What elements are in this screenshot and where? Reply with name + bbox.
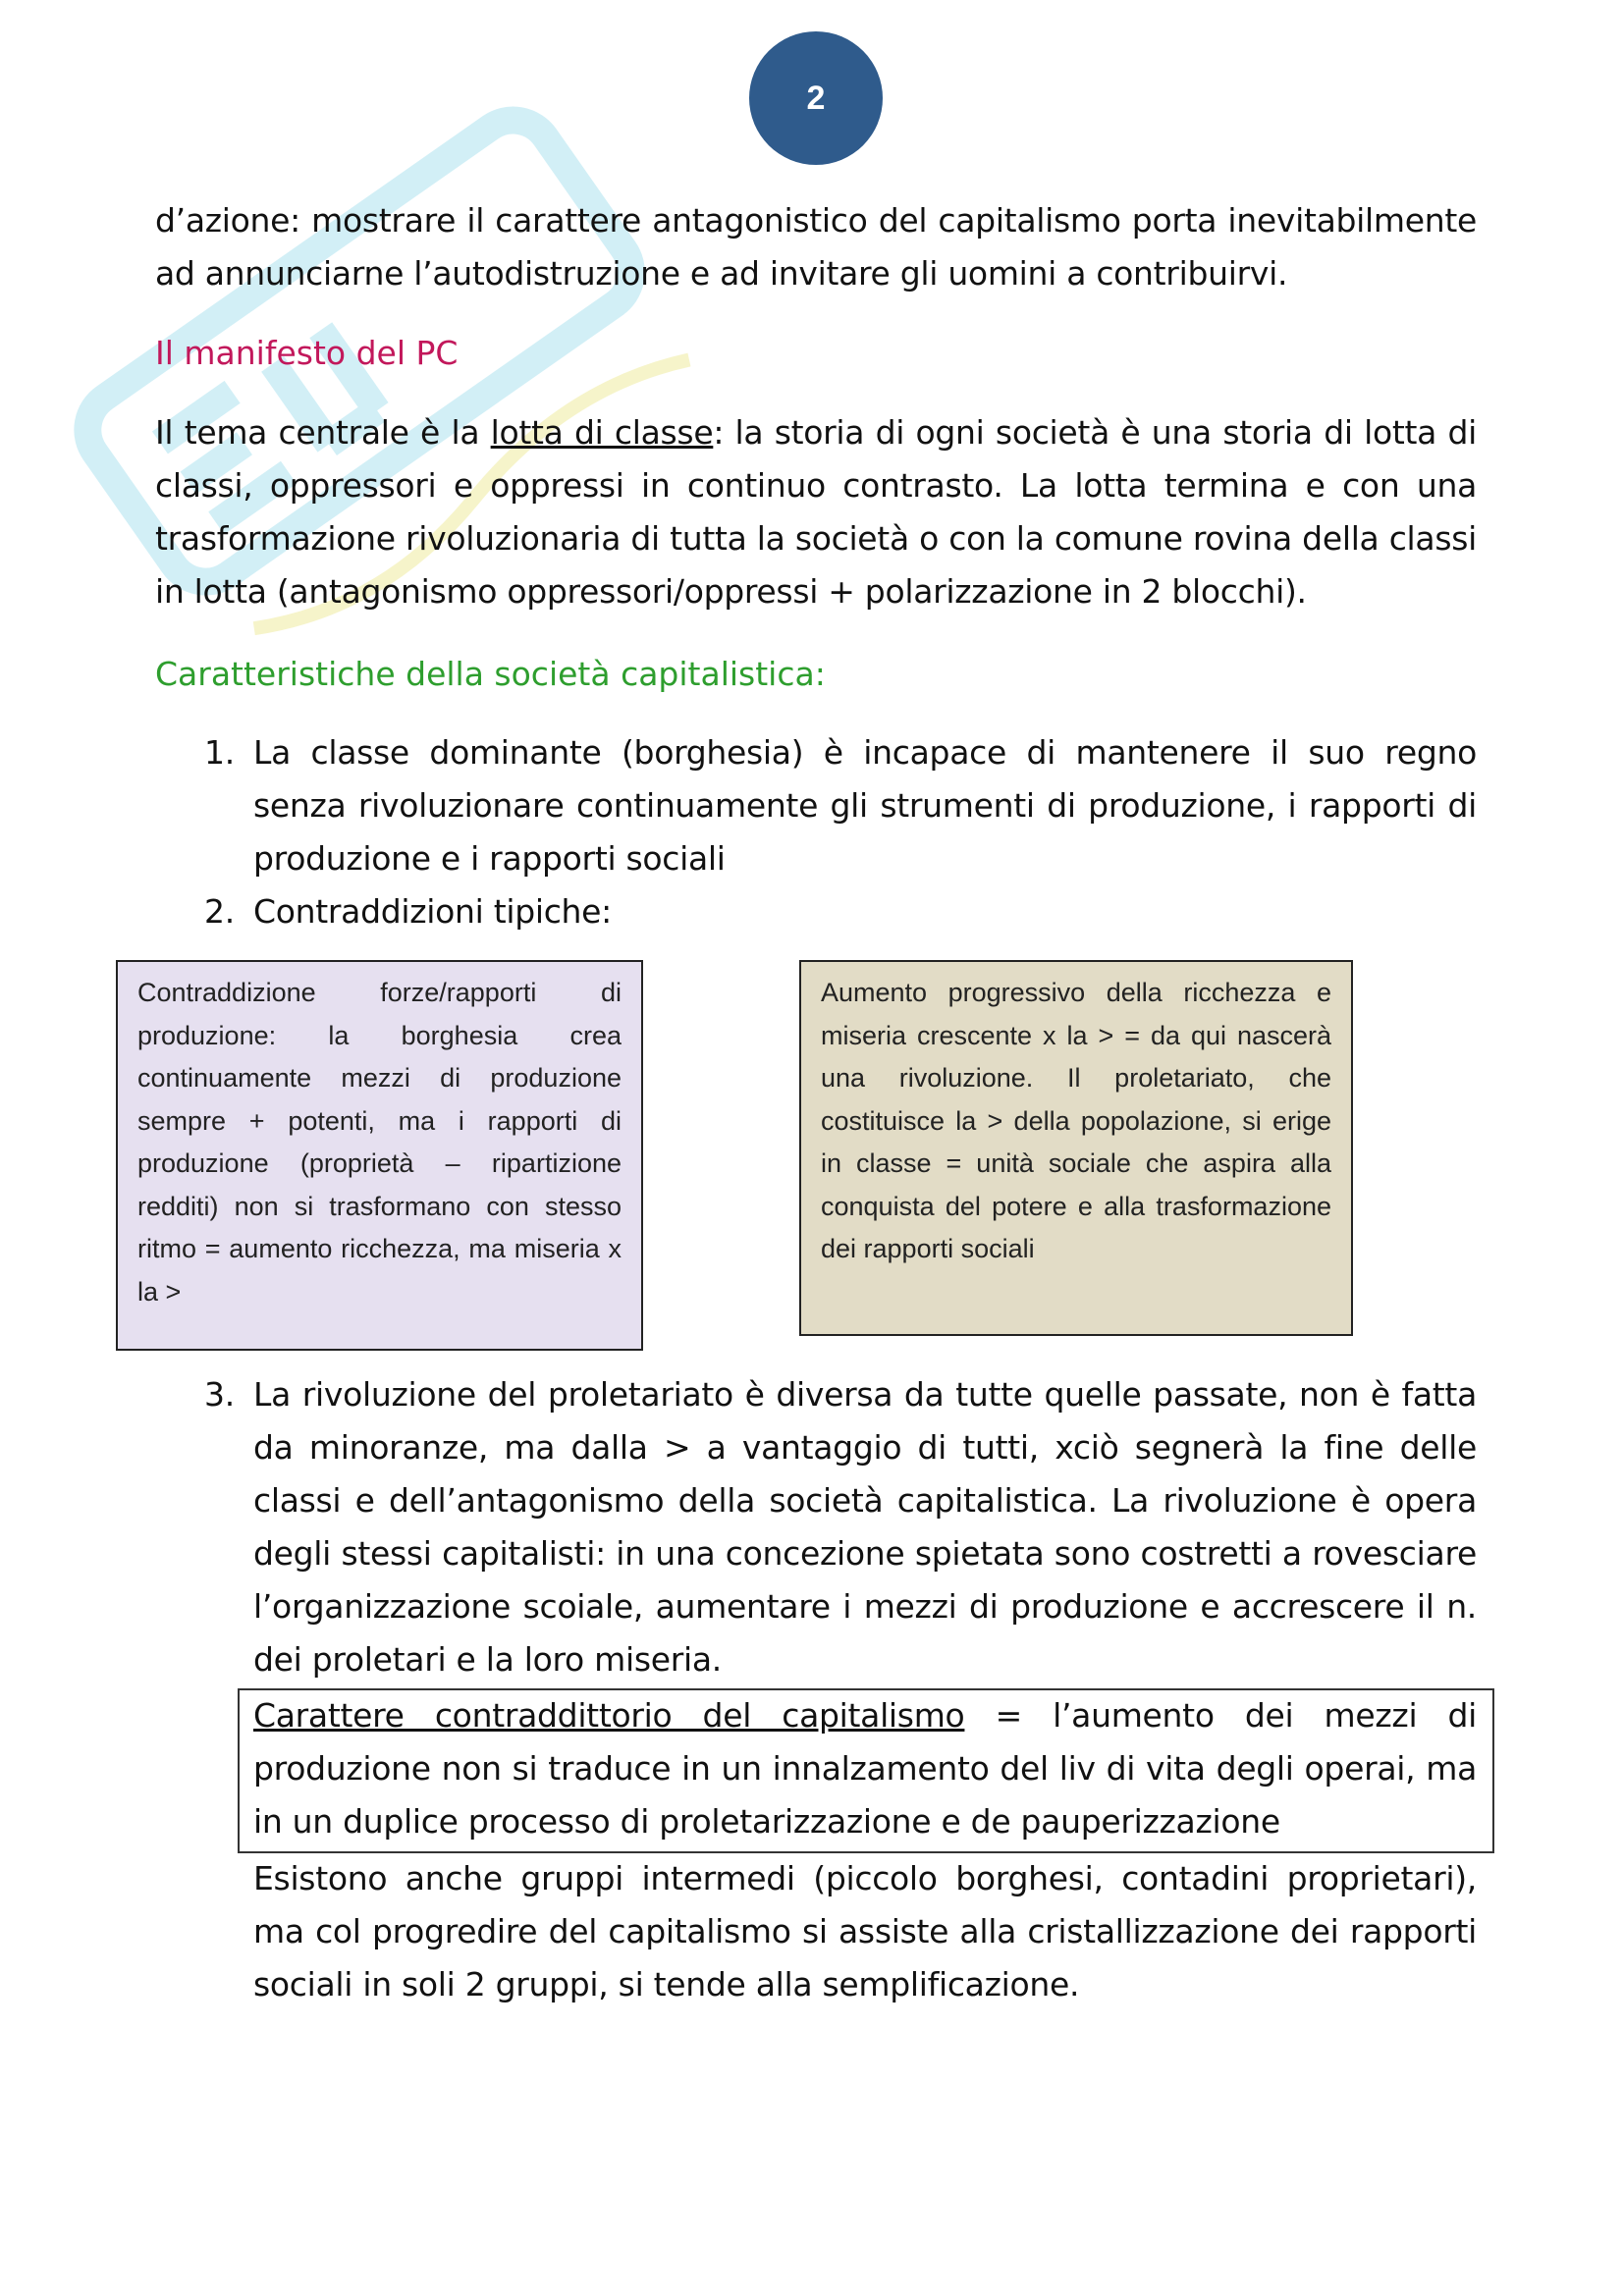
list-number: 2. (204, 892, 235, 931)
list-item-2 (204, 885, 1477, 938)
manifesto-paragraph (155, 406, 1477, 618)
page-number-badge (749, 31, 883, 165)
manifesto-text-start: Il tema centrale è la (155, 413, 491, 452)
list-item-text: La classe dominante (borghesia) è incapace di mantenere il suo regno senza rivoluzionare continuamente gli strumenti di produzione, i rapporti di produzione e i rapporti sociali (253, 733, 1477, 878)
closing-paragraph: Esistono anche gruppi intermedi (piccolo borghesi, contadini proprietari), ma col progredire del capitalismo si assiste alla cristallizzazione dei rapporti sociali in soli 2 gruppi, si tende alla semplificazione. (253, 1859, 1477, 2003)
intro-paragraph: d’azione: mostrare il carattere antagonistico del capitalismo porta inevitabilmente ad annunciarne l’autodistruzione e ad invitare gli uomini a contribuirvi. (155, 201, 1477, 293)
list-item-text: Contraddizioni tipiche: (253, 892, 612, 931)
list-number: 1. (204, 733, 235, 772)
list-item-3 (204, 1368, 1477, 1686)
manifesto-text-end: : la storia di ogni società è una storia di lotta di classi, oppressori e oppressi in continuo contrasto. La lotta termina e con una trasformazione rivoluzionaria di tutta la società o con la comune rovina della classi in lotta (antagonismo oppressori/oppressi + polarizzazione in 2 blocchi). (155, 413, 1477, 611)
list-item-text: La rivoluzione del proletariato è diversa da tutte quelle passate, non è fatta da minoranze, ma dalla > a vantaggio di tutti, xciò segnerà la fine delle classi e dell’antagonismo della società capitalistica. La rivoluzione è opera degli stessi capitalisti: in una concezione spietata sono costretti a rovesciare l’organizzazione scoiale, aumentare i mezzi di produzione e accrescere il n. dei proletari e la loro miseria. (253, 1375, 1477, 1679)
lotta-di-classe-term: lotta di classe (490, 413, 714, 452)
manifesto-heading: Il manifesto del PC (155, 334, 459, 372)
page-number: 2 (806, 79, 826, 117)
contradiction-box-right: Aumento progressivo della ricchezza e miseria crescente x la > = da qui nascerà una rivoluzione. Il proletariato, che costituisce la > della popolazione, si erige in classe = unità sociale che aspira alla conquista del potere e alla trasformazione dei rapporti sociali (799, 960, 1353, 1336)
list-item-1 (204, 726, 1477, 885)
list-number: 3. (204, 1375, 235, 1414)
caratteristiche-heading: Caratteristiche della società capitalistica: (155, 655, 826, 693)
framed-rest: = l’aumento dei mezzi di produzione non si traduce in un innalzamento del liv di vita degli operai, ma in un duplice processo di proletarizzazione e de pauperizzazione (253, 1696, 1477, 1841)
contradiction-box-left: Contraddizione forze/rapporti di produzione: la borghesia crea continuamente mezzi di produzione sempre + potenti, ma i rapporti di produzione (proprietà – ripartizione redditi) non si trasformano con stesso ritmo = aumento ricchezza, ma miseria x la > (116, 960, 643, 1351)
framed-term: Carattere contraddittorio del capitalismo (253, 1696, 965, 1735)
framed-definition-text (253, 1689, 1477, 1848)
